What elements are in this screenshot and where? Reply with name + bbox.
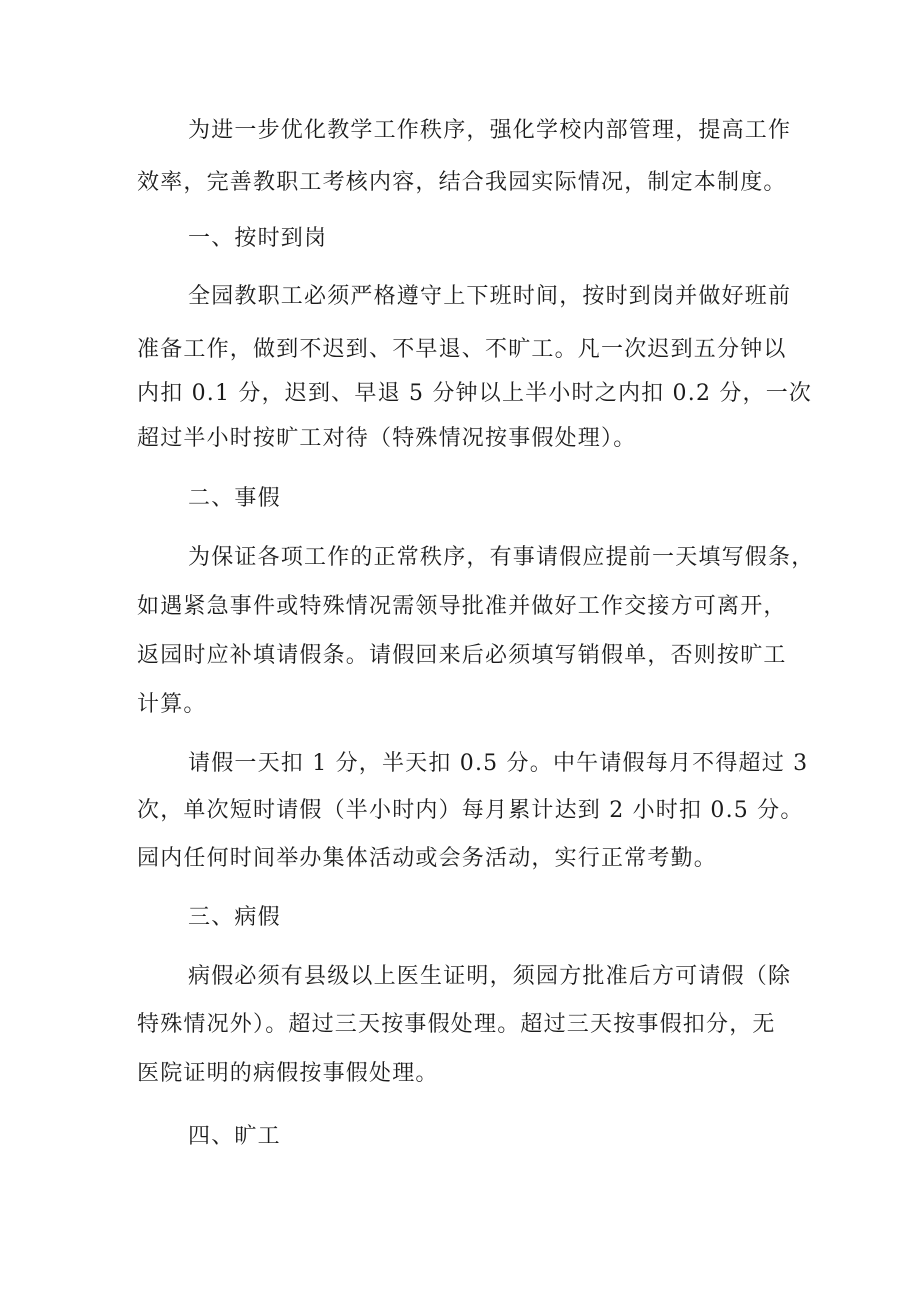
section1-line-3: 内扣 0.1 分，迟到、早退 5 分钟以上半小时之内扣 0.2 分，一次 — [137, 381, 813, 406]
section3-line-2: 特殊情况外）。超过三天按事假处理。超过三天按事假扣分，无 — [137, 1012, 776, 1037]
section2-line-6: 次，单次短时请假（半小时内）每月累计达到 2 小时扣 0.5 分。 — [137, 798, 804, 823]
section3-line-3: 医院证明的病假按事假处理。 — [137, 1061, 439, 1086]
section2-line-2: 如遇紧急事件或特殊情况需领导批准并做好工作交接方可离开， — [137, 594, 787, 619]
section3-line-1: 病假必须有县级以上医生证明，须园方批准后方可请假（除 — [188, 964, 792, 989]
section1-line-2: 准备工作，做到不迟到、不早退、不旷工。凡一次迟到五分钟以 — [137, 337, 787, 362]
section1-line-4: 超过半小时按旷工对待（特殊情况按事假处理）。 — [137, 426, 637, 451]
section2-line-5: 请假一天扣 1 分，半天扣 0.5 分。中午请假每月不得超过 3 — [188, 751, 809, 776]
intro-line-2: 效率，完善教职工考核内容，结合我园实际情况，制定本制度。 — [137, 170, 787, 195]
section2-line-7: 园内任何时间举办集体活动或会务活动，实行正常考勤。 — [137, 846, 718, 871]
section-heading-3: 三、病假 — [188, 905, 281, 930]
intro-line-1: 为进一步优化教学工作秩序，强化学校内部管理，提高工作 — [188, 118, 792, 143]
section2-line-1: 为保证各项工作的正常秩序，有事请假应提前一天填写假条， — [188, 545, 815, 570]
section2-line-4: 计算。 — [137, 692, 207, 717]
section-heading-1: 一、按时到岗 — [188, 226, 328, 251]
section-heading-2: 二、事假 — [188, 486, 281, 511]
section1-line-1: 全园教职工必须严格遵守上下班时间，按时到岗并做好班前 — [188, 284, 792, 309]
section2-line-3: 返园时应补填请假条。请假回来后必须填写销假单，否则按旷工 — [137, 643, 787, 668]
section-heading-4: 四、旷工 — [188, 1124, 281, 1149]
